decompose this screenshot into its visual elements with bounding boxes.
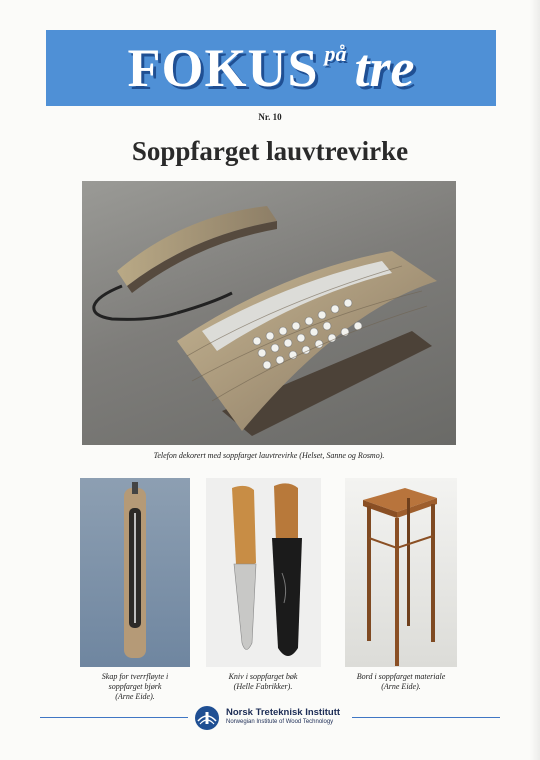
page-edge-shadow [530, 0, 540, 760]
photo-flute-case [80, 478, 190, 667]
nti-logo-icon [194, 705, 220, 731]
caption-line: (Arne Eide). [115, 692, 155, 701]
headline: Soppfarget lauvtrevirke [131, 136, 409, 166]
caption-line: (Arne Eide). [381, 682, 421, 691]
caption-table [336, 672, 466, 692]
caption-knife [198, 672, 328, 692]
masthead-word-fokus: FOKUS [127, 38, 319, 98]
photo-table [345, 478, 457, 667]
knife-illustration [206, 478, 321, 667]
institute-name-english: Norwegian Institute of Wood Technology [226, 719, 334, 725]
telephone-illustration [82, 181, 456, 445]
main-photo-telephone [82, 181, 456, 445]
caption-line: Skap for tverrfløyte i [101, 672, 169, 681]
caption-line: Bord i soppfarget materiale [356, 672, 446, 681]
caption-line: Kniv i soppfarget bøk [228, 672, 298, 681]
issue-number: Nr. 10 [258, 112, 282, 122]
table-illustration [345, 478, 457, 667]
masthead-title [46, 32, 496, 104]
masthead-banner [46, 30, 496, 106]
footer-rule-right [352, 717, 500, 718]
footer-rule-left [40, 717, 188, 718]
masthead-word-pa: på [324, 41, 347, 66]
caption-line: (Helle Fabrikker). [233, 682, 293, 691]
institute-name: Norsk Treteknisk Institutt [226, 707, 341, 718]
main-photo-caption: Telefon dekorert med soppfarget lauvtrevirke (Helset, Sanne og Rosmo). [153, 451, 385, 460]
caption-flute-case [70, 672, 200, 702]
caption-line: soppfarget bjørk [108, 682, 162, 691]
photo-knife [206, 478, 321, 667]
masthead-word-tre: tre [354, 38, 415, 98]
flute-case-illustration [80, 478, 190, 667]
